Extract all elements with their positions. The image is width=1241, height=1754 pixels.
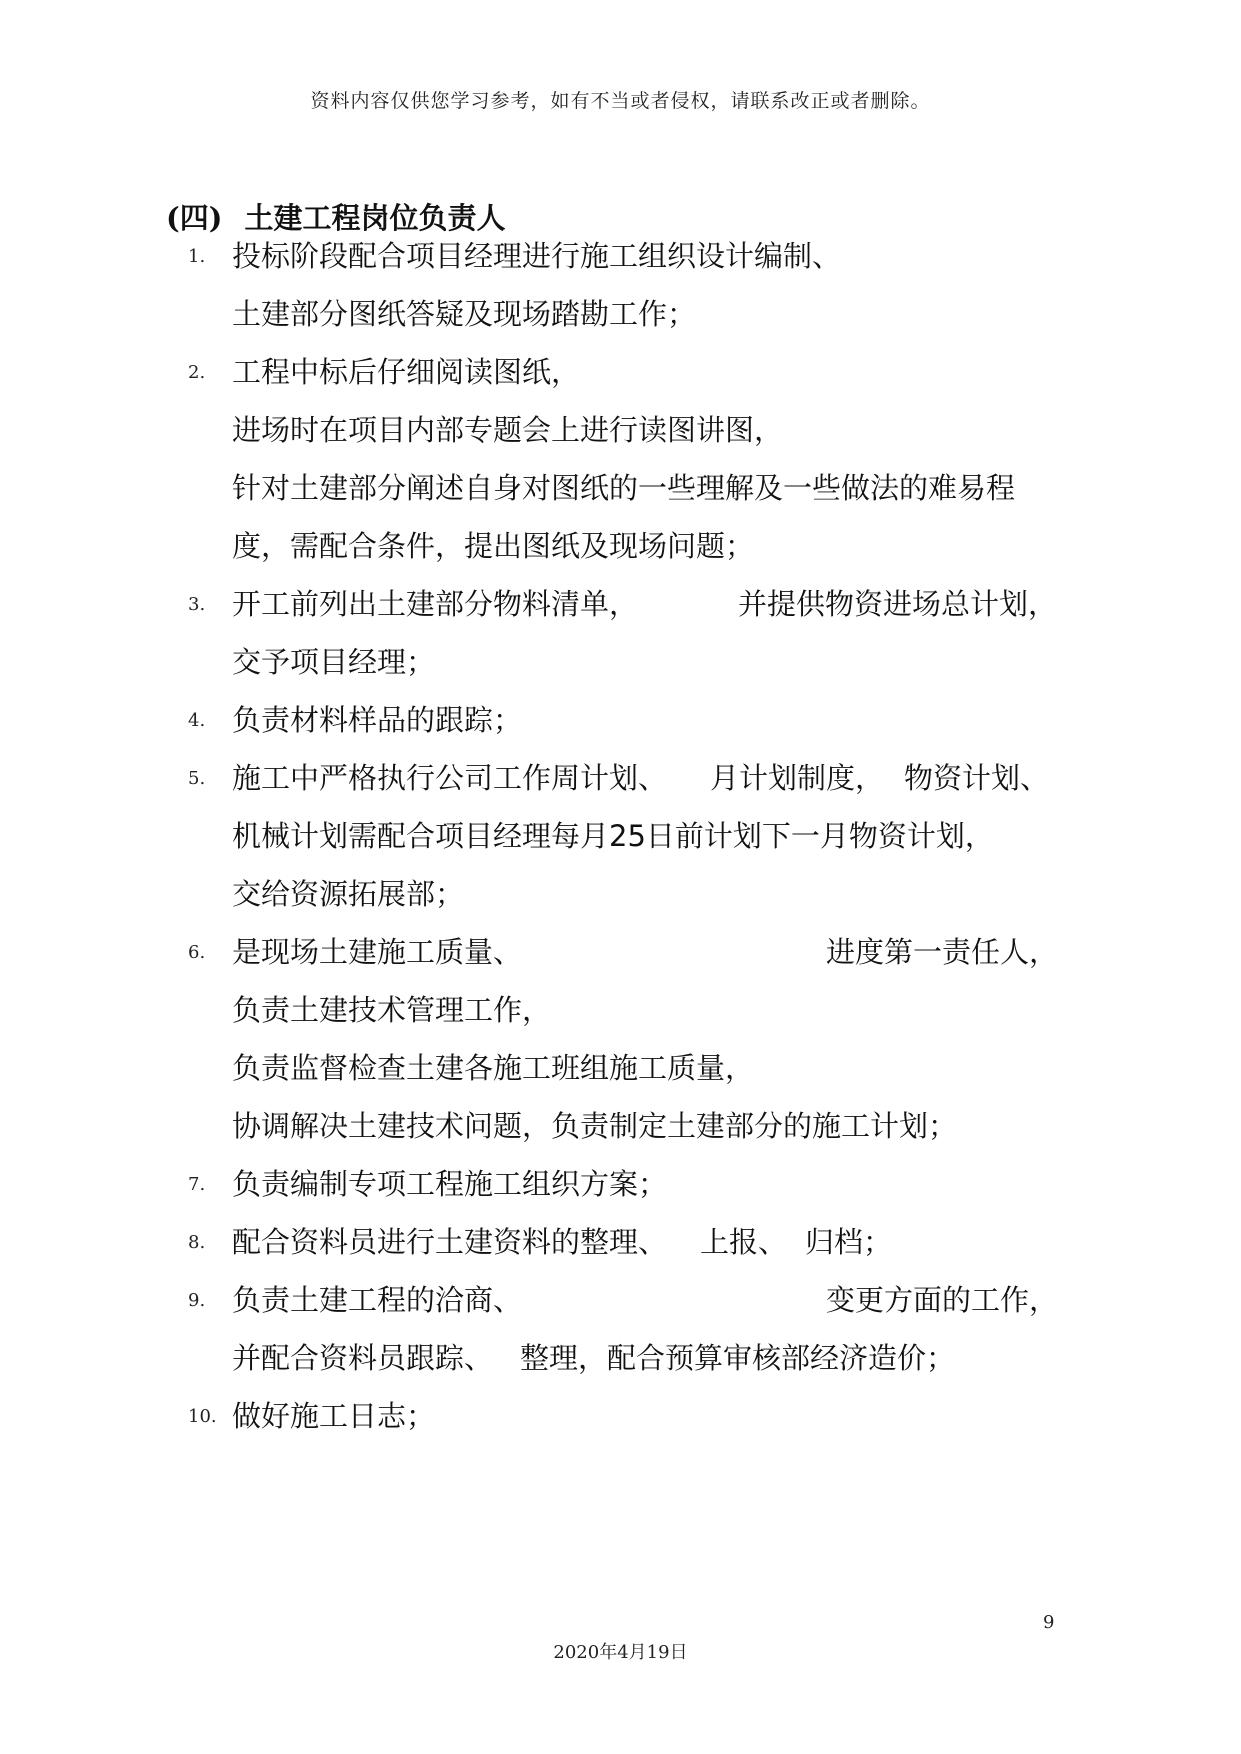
item-3-line-2: 交予项目经理；	[232, 645, 436, 679]
list-marker-4: 4.	[188, 710, 206, 731]
item-5-line-1-part-3: 物资计划、	[904, 761, 1050, 795]
item-10-line-1: 做好施工日志；	[232, 1399, 436, 1433]
item-1-line-2: 土建部分图纸答疑及现场踏勘工作；	[232, 297, 697, 331]
item-9-line-1: 负责土建工程的洽商、	[232, 1283, 523, 1317]
item-9-line-1-tail: 变更方面的工作，	[826, 1283, 1059, 1317]
list-marker-6: 6.	[188, 942, 206, 963]
item-5-line-1-part-2: 月计划制度，	[710, 761, 885, 795]
item-3-line-1: 开工前列出土建部分物料清单，	[232, 587, 639, 621]
list-marker-9: 9.	[188, 1290, 206, 1311]
item-6-line-1-tail: 进度第一责任人，	[826, 935, 1059, 969]
section-number: (四)	[166, 201, 223, 235]
item-6-line-2: 负责土建技术管理工作，	[232, 993, 552, 1027]
item-2-line-3: 针对土建部分阐述自身对图纸的一些理解及一些做法的难易程	[232, 471, 1016, 505]
item-1-line-1: 投标阶段配合项目经理进行施工组织设计编制、	[232, 239, 842, 273]
list-marker-2: 2.	[188, 362, 206, 383]
item-6-line-1: 是现场土建施工质量、	[232, 935, 523, 969]
item-9-line-2: 并配合资料员跟踪、	[232, 1341, 494, 1375]
item-4-line-1: 负责材料样品的跟踪；	[232, 703, 523, 737]
list-marker-8: 8.	[188, 1232, 206, 1253]
list-marker-10: 10.	[188, 1406, 217, 1427]
list-marker-7: 7.	[188, 1174, 206, 1195]
footer-date: 2020年4月19日	[553, 1642, 688, 1663]
page-number: 9	[1043, 1612, 1055, 1633]
item-9-line-2-tail: 整理，配合预算审核部经济造价；	[520, 1341, 956, 1375]
list-marker-1: 1.	[188, 246, 206, 267]
item-8-line-1-part-2: 上报、	[700, 1225, 788, 1259]
section-heading	[166, 196, 505, 237]
item-2-line-4: 度，需配合条件，提出图纸及现场问题；	[232, 529, 755, 563]
list-marker-3: 3.	[188, 594, 206, 615]
item-5-line-1: 施工中严格执行公司工作周计划、	[232, 761, 668, 795]
item-5-line-3: 交给资源拓展部；	[232, 877, 465, 911]
item-6-line-4: 协调解决土建技术问题，负责制定土建部分的施工计划；	[232, 1109, 958, 1143]
item-2-line-1: 工程中标后仔细阅读图纸，	[232, 355, 581, 389]
section-title-text: 土建工程岗位负责人	[244, 201, 506, 235]
item-6-line-3: 负责监督检查土建各施工班组施工质量，	[232, 1051, 755, 1085]
item-3-line-1-tail: 并提供物资进场总计划，	[738, 587, 1058, 621]
item-5-line-2: 机械计划需配合项目经理每月25日前计划下一月物资计划，	[232, 819, 994, 853]
list-marker-5: 5.	[188, 768, 206, 789]
item-7-line-1: 负责编制专项工程施工组织方案；	[232, 1167, 668, 1201]
disclaimer-header: 资料内容仅供您学习参考，如有不当或者侵权，请联系改正或者删除。	[310, 90, 931, 112]
item-2-line-2: 进场时在项目内部专题会上进行读图讲图，	[232, 413, 784, 447]
item-8-line-1: 配合资料员进行土建资料的整理、	[232, 1225, 668, 1259]
item-8-line-1-part-3: 归档；	[805, 1225, 893, 1259]
